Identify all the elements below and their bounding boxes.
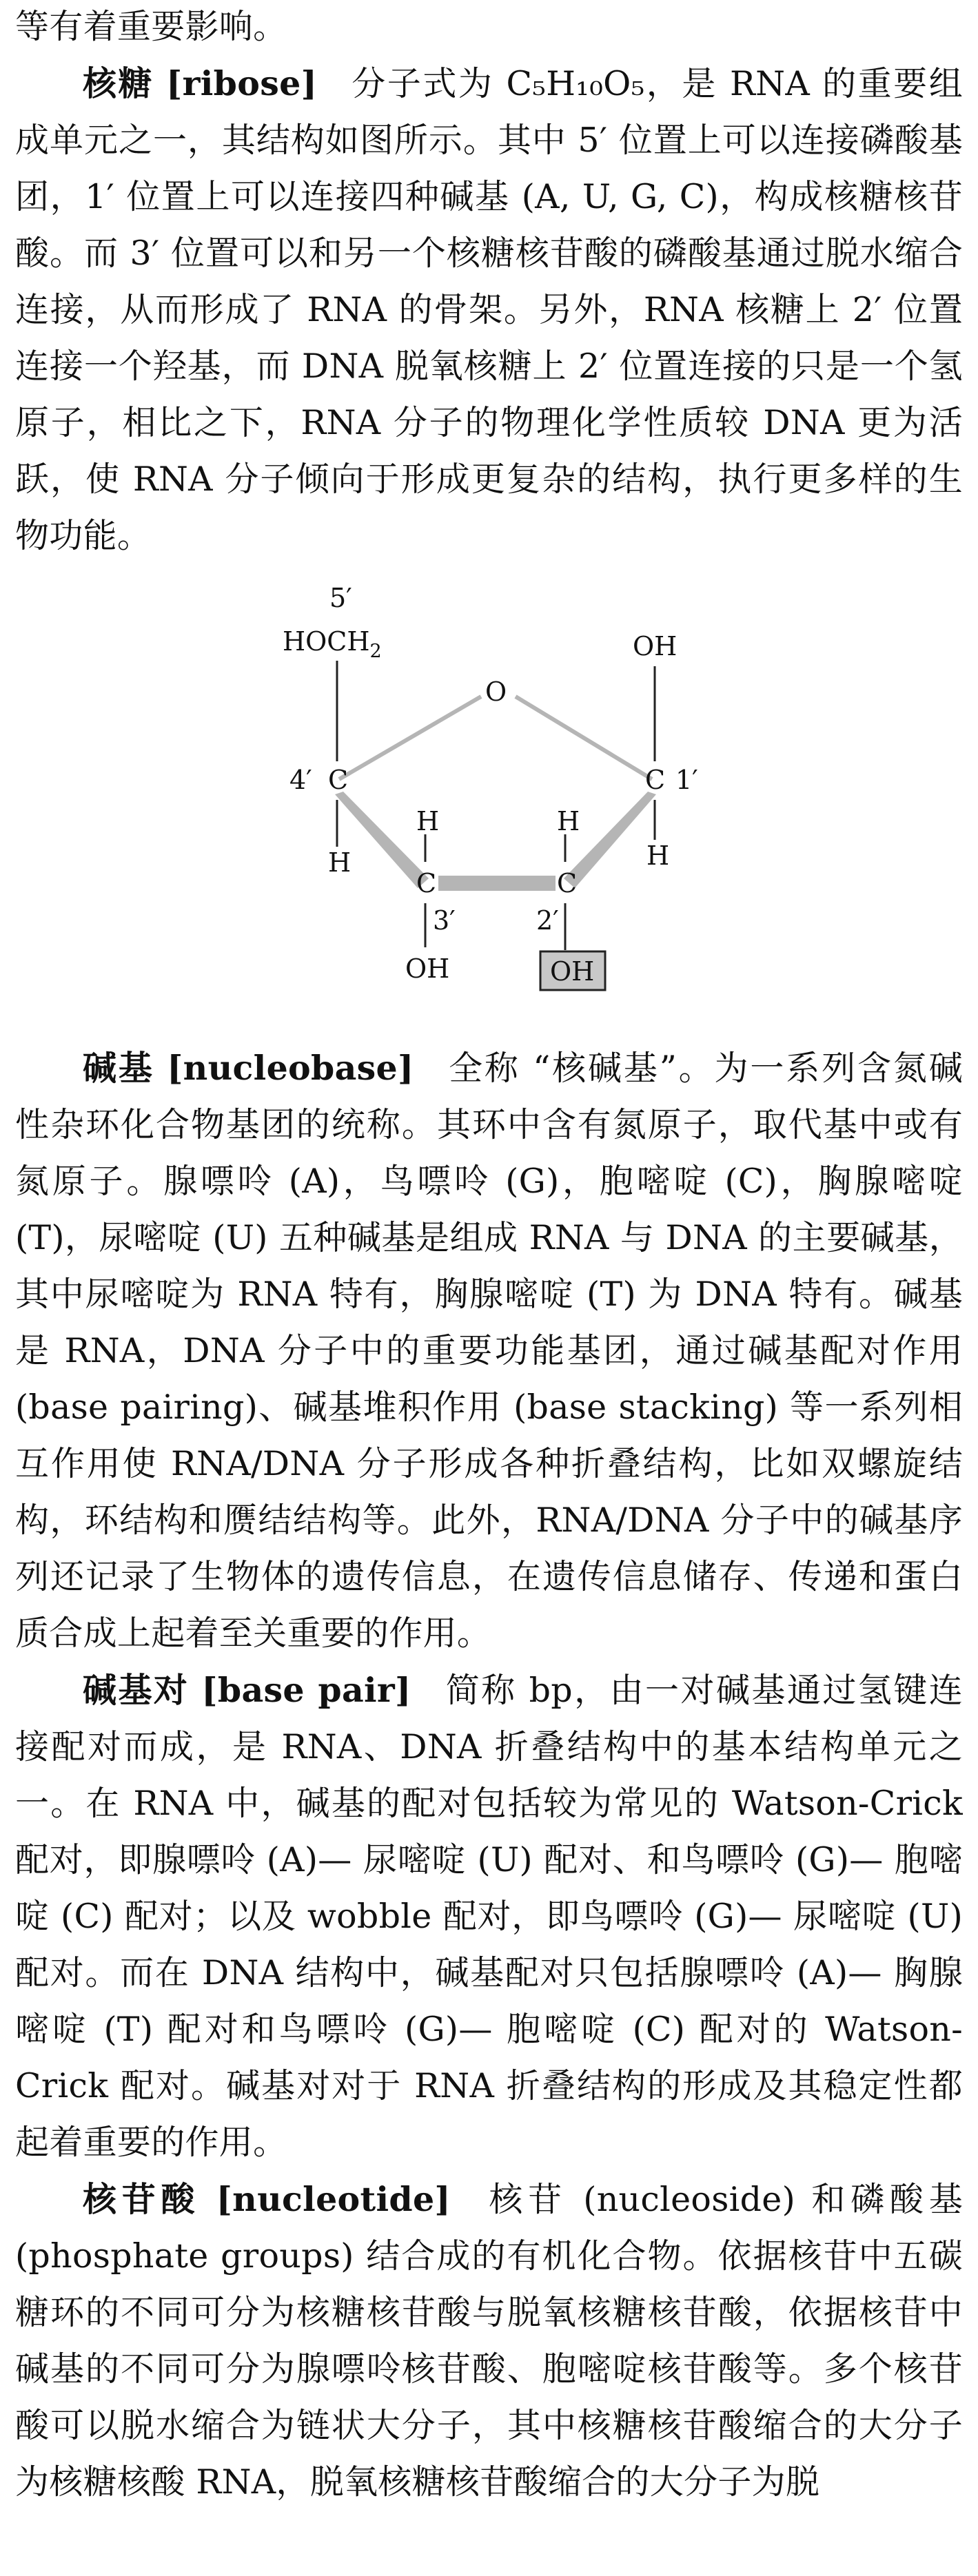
base-pair-paragraph: [15, 1662, 963, 2171]
ribose-paragraph: [15, 55, 963, 564]
label-c1: C: [645, 765, 666, 795]
intro-fragment: 等有着重要影响。: [15, 7, 287, 46]
bond-c3-c2-bold: [438, 876, 556, 891]
base-pair-term-zh: 碱基对: [83, 1671, 190, 1710]
label-hoch2: $HOCH_2$: [283, 626, 382, 662]
nucleotide-text: 核苷 (nucleoside) 和磷酸基 (phosphate groups) 结合成的有机化合物。依据核苷中五碳糖环的不同可分为核糖核苷酸与脱氧核糖核苷酸，依据核苷中碱基的不同可分为腺嘌呤核苷酸、胞嘧啶核苷酸等。多个核苷酸可以脱水缩合为链状大分子，其中核糖核苷酸缩合的大分子为核糖核酸 RNA，脱氧核糖核苷酸缩合的大分子为脱: [15, 2180, 963, 2502]
label-h-c2: H: [557, 806, 580, 836]
label-oh-c3: OH: [405, 954, 450, 984]
nucleobase-term-zh: 碱基: [83, 1049, 154, 1088]
label-oh-c2-boxed: OH: [550, 956, 595, 987]
label-ring-oxygen: O: [485, 677, 507, 707]
label-c3: C: [416, 868, 437, 898]
ribose-structure-figure: [0, 564, 978, 1040]
nucleotide-paragraph: [15, 2171, 963, 2511]
base-pair-text: 简称 bp，由一对碱基通过氢键连接配对而成，是 RNA、DNA 折叠结构中的基本结构单元之一。在 RNA 中，碱基的配对包括较为常见的 Watson-Crick 配对，即腺嘌呤 (A)— 尿嘧啶 (U) 配对、和鸟嘌呤 (G)— 胞嘧啶 (C) 配对；以及 wobble 配对，即鸟嘌呤 (G)— 尿嘧啶 (U) 配对。而在 DNA 结构中，碱基配对只包括腺嘌呤 (A)— 胸腺嘧啶 (T) 配对和鸟嘌呤 (G)— 胞嘧啶 (C) 配对的 Watson-Crick 配对。碱基对对于 RNA 折叠结构的形成及其稳定性都起着重要的作用。: [15, 1671, 963, 2162]
label-oh-c1: OH: [633, 631, 678, 661]
label-2prime: 2′: [536, 905, 559, 936]
base-pair-term-en: [base pair]: [201, 1670, 411, 1710]
label-h-c1: H: [646, 841, 670, 871]
ribose-structure-diagram: [0, 564, 978, 1040]
nucleobase-text: 全称 “核碱基”。为一系列含氮碱性杂环化合物基团的统称。其环中含有氮原子，取代基中或有氮原子。腺嘌呤 (A)，鸟嘌呤 (G)，胞嘧啶 (C)，胸腺嘧啶 (T)，尿嘧啶 (U) 五种碱基是组成 RNA 与 DNA 的主要碱基，其中尿嘧啶为 RNA 特有，胸腺嘧啶 (T) 为 DNA 特有。碱基是 RNA，DNA 分子中的重要功能基团，通过碱基配对作用 (base pairing)、碱基堆积作用 (base stacking) 等一系列相互作用使 RNA/DNA 分子形成各种折叠结构，比如双螺旋结构，环结构和赝结结构等。此外，RNA/DNA 分子中的碱基序列还记录了生物体的遗传信息，在遗传信息储存、传递和蛋白质合成上起着至关重要的作用。: [15, 1049, 963, 1653]
nucleotide-term-en: [nucleotide]: [216, 2179, 451, 2219]
label-1prime: 1′: [675, 765, 698, 795]
nucleobase-paragraph: [15, 1040, 963, 1662]
nucleobase-term-en: [nucleobase]: [167, 1048, 414, 1088]
ribose-text: 分子式为 C₅H₁₀O₅，是 RNA 的重要组成单元之一，其结构如图所示。其中 5′ 位置上可以连接磷酸基团，1′ 位置上可以连接四种碱基 (A, U, G, C)，构成核糖核苷酸。而 3′ 位置可以和另一个核糖核苷酸的磷酸基通过脱水缩合连接，从而形成了 RNA 的骨架。另外，RNA 核糖上 2′ 位置连接一个羟基，而 DNA 脱氧核糖上 2′ 位置连接的只是一个氢原子，相比之下，RNA 分子的物理化学性质较 DNA 更为活跃，使 RNA 分子倾向于形成更复杂的结构，执行更多样的生物功能。: [15, 64, 963, 555]
label-5prime: 5′: [329, 583, 352, 613]
bond-c4-o: [339, 697, 481, 779]
label-h-c3: H: [416, 806, 440, 836]
label-c4: C: [328, 765, 349, 795]
nucleotide-term-zh: 核苷酸: [83, 2180, 201, 2219]
ribose-term-zh: 核糖: [83, 64, 154, 103]
label-3prime: 3′: [433, 905, 456, 936]
ribose-term-en: [ribose]: [166, 63, 318, 103]
label-c2: C: [557, 868, 578, 898]
label-h-c4: H: [328, 847, 352, 878]
bond-o-c1: [516, 697, 652, 779]
label-4prime: 4′: [289, 765, 312, 795]
